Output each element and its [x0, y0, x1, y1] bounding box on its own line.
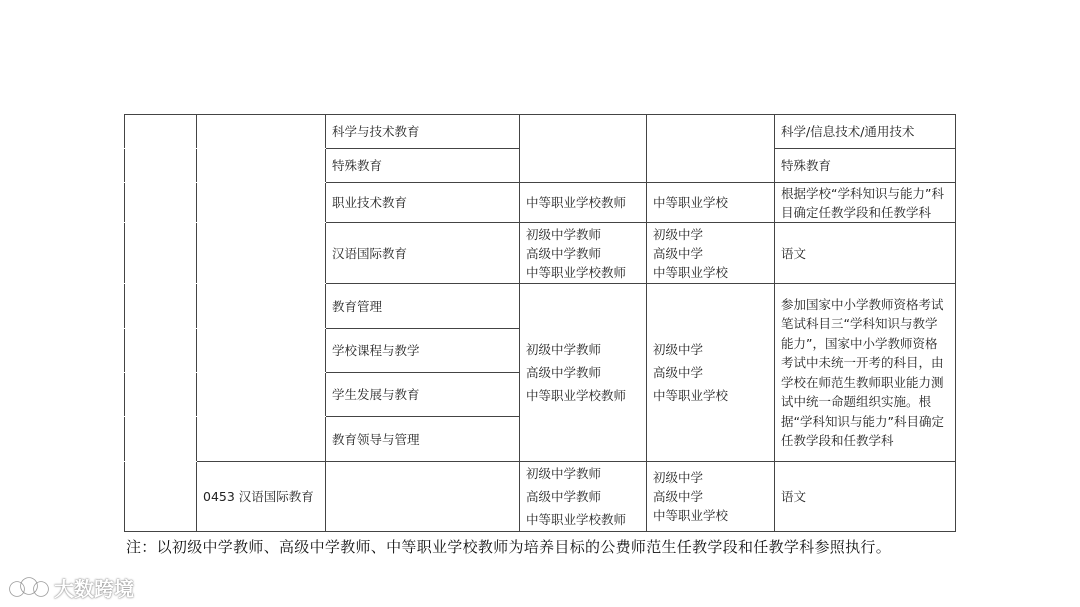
school-line: 高级中学 — [653, 489, 704, 504]
watermark-text: 大数跨境 — [54, 577, 134, 601]
teacher-cell — [520, 284, 647, 462]
teacher-line: 中等职业学校教师 — [526, 512, 627, 527]
school-line: 中等职业学校 — [653, 388, 729, 403]
watermark-logo-icon — [8, 575, 50, 601]
requirements-table — [124, 114, 956, 532]
major-cell: 教育领导与管理 — [326, 417, 520, 462]
subject-cell: 语文 — [775, 223, 956, 284]
school-cell — [647, 115, 775, 183]
teacher-cell — [520, 462, 647, 532]
teacher-cell: 中等职业学校教师 — [520, 183, 647, 223]
teacher-line: 高级中学教师 — [526, 245, 602, 261]
major-cell: 教育管理 — [326, 284, 520, 329]
major-cell — [326, 462, 520, 532]
major-cell: 科学与技术教育 — [326, 115, 520, 149]
school-cell — [647, 284, 775, 462]
teacher-cell — [520, 115, 647, 183]
teacher-line: 高级中学教师 — [526, 489, 602, 504]
school-line: 初级中学 — [653, 470, 704, 485]
teacher-line: 初级中学教师 — [526, 342, 602, 357]
school-line: 初级中学 — [653, 342, 704, 357]
subject-cell: 根据学校“学科知识与能力”科目确定任教学段和任教学科 — [775, 183, 956, 223]
watermark — [8, 573, 134, 602]
teacher-line: 中等职业学校教师 — [526, 388, 627, 403]
major-cell: 学校课程与教学 — [326, 329, 520, 373]
school-line: 初级中学 — [653, 226, 704, 242]
teacher-line: 初级中学教师 — [526, 226, 602, 242]
teacher-line: 高级中学教师 — [526, 365, 602, 380]
code-cell — [197, 115, 326, 149]
school-line: 中等职业学校 — [653, 508, 729, 523]
school-cell: 中等职业学校 — [647, 183, 775, 223]
major-cell: 汉语国际教育 — [326, 223, 520, 284]
footnote: 注：以初级中学教师、高级中学教师、中等职业学校教师为培养目标的公费师范生任教学段和任教学科参照执行。 — [126, 538, 892, 556]
school-cell — [647, 223, 775, 284]
code-major-cell: 0453 汉语国际教育 — [197, 462, 326, 532]
subject-cell: 语文 — [775, 462, 956, 532]
school-line: 高级中学 — [653, 245, 704, 261]
category-cell — [125, 115, 197, 149]
major-cell: 学生发展与教育 — [326, 373, 520, 417]
teacher-line: 中等职业学校教师 — [526, 264, 627, 280]
major-cell: 职业技术教育 — [326, 183, 520, 223]
subject-cell: 参加国家中小学教师资格考试笔试科目三“学科知识与教学能力”，国家中小学教师资格考试中未统一开考的科目，由学校在师范生教师职业能力测试中统一命题组织实施。根据“学科知识与能力”科目确定任教学段和任教学科 — [775, 284, 956, 462]
school-line: 高级中学 — [653, 365, 704, 380]
major-cell: 特殊教育 — [326, 149, 520, 183]
subject-cell: 科学/信息技术/通用技术 — [775, 115, 956, 149]
school-cell — [647, 462, 775, 532]
teacher-line: 初级中学教师 — [526, 466, 602, 481]
teacher-cell — [520, 223, 647, 284]
school-line: 中等职业学校 — [653, 264, 729, 280]
subject-cell: 特殊教育 — [775, 149, 956, 183]
